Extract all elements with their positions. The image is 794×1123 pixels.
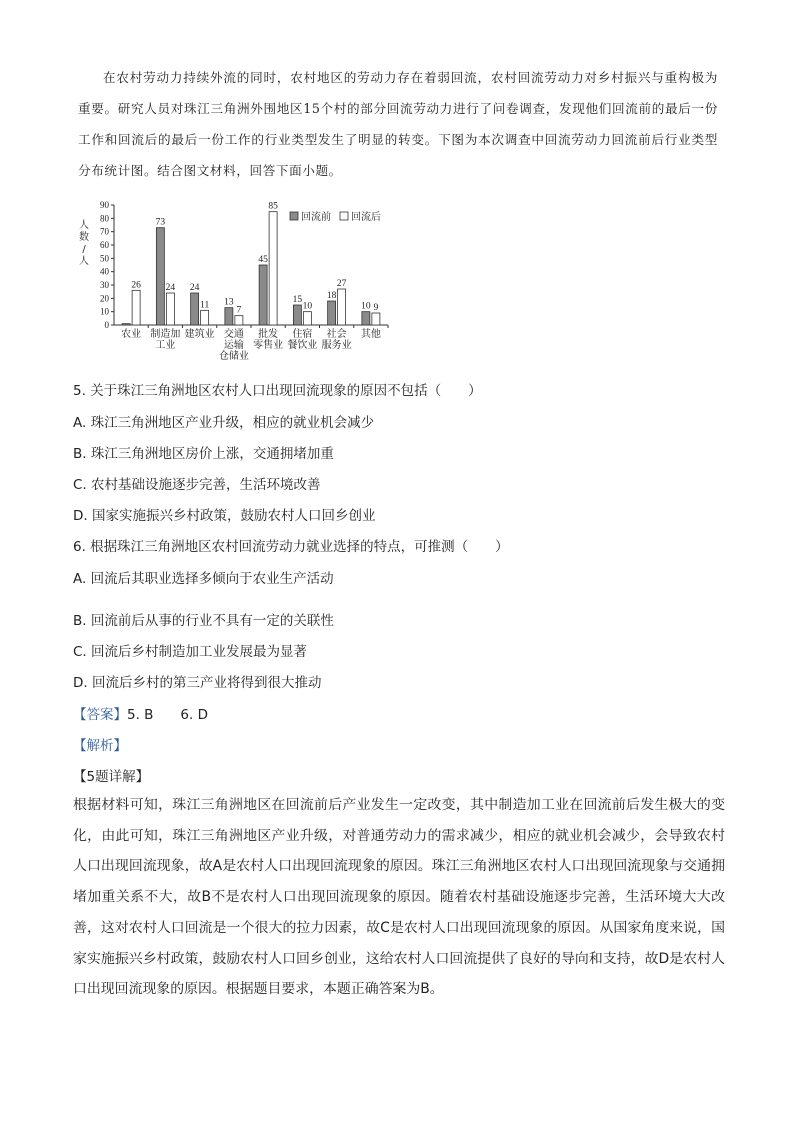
legend-label: 回流前 xyxy=(301,212,331,223)
y-axis-label-char: 数 xyxy=(79,232,89,243)
bar-before xyxy=(362,312,370,325)
x-category-label: 住宿 xyxy=(292,329,313,340)
bar-value-label: 10 xyxy=(302,301,313,312)
x-category-label: 建筑业 xyxy=(184,329,215,340)
q6-option-b: B. 回流前后从事的行业不具有一定的关联性 xyxy=(73,613,334,629)
y-tick-label: 0 xyxy=(104,320,109,330)
y-tick-label: 20 xyxy=(100,293,109,304)
q6-option-a: A. 回流后其职业选择多倾向于农业生产活动 xyxy=(73,571,334,587)
y-tick-label: 90 xyxy=(100,200,109,210)
y-tick-label: 80 xyxy=(100,213,109,224)
detail-paragraph xyxy=(73,790,725,1005)
bar-after xyxy=(303,312,311,325)
bar-value-label: 24 xyxy=(189,283,200,293)
bar-before xyxy=(156,228,164,325)
bar-before xyxy=(225,308,233,325)
bar-after xyxy=(132,290,140,325)
x-category-label: 批发 xyxy=(258,329,279,340)
y-axis-label-char: 人 xyxy=(79,220,89,231)
q5-option-d: D. 国家实施振兴乡村政策，鼓励农村人口回乡创业 xyxy=(73,508,376,524)
bar-before xyxy=(293,305,301,325)
x-category-label: 工业 xyxy=(155,340,176,351)
x-category-label: 运输 xyxy=(223,340,244,351)
y-axis-label-char: / xyxy=(82,244,86,255)
bar-value-label: 9 xyxy=(373,303,379,313)
q6-stem: 6. 根据珠江三角洲地区农村回流劳动力就业选择的特点，可推测（ ） xyxy=(73,539,509,555)
answer-line xyxy=(73,703,208,723)
bar-value-label: 13 xyxy=(224,297,234,308)
y-tick-label: 60 xyxy=(100,240,109,250)
analysis-tag: 【解析】 xyxy=(73,738,127,754)
q5-stem: 5. 关于珠江三角洲地区农村人口出现回流现象的原因不包括（ ） xyxy=(73,383,482,399)
bar-value-label: 85 xyxy=(268,201,278,212)
bar-value-label: 11 xyxy=(200,300,210,311)
legend-swatch-before xyxy=(290,212,298,220)
x-category-label: 仓储业 xyxy=(218,351,249,362)
bar-after xyxy=(166,293,174,325)
legend-swatch-after xyxy=(340,212,348,220)
q6-option-c: C. 回流后乡村制造加工业发展最为显著 xyxy=(73,644,308,660)
y-tick-label: 50 xyxy=(100,253,109,264)
bar-after xyxy=(338,289,346,325)
bar-value-label: 10 xyxy=(361,301,371,312)
bar-before xyxy=(122,324,130,325)
bar-value-label: 73 xyxy=(155,217,166,228)
x-category-label: 交通 xyxy=(223,329,244,340)
bar-value-label: 7 xyxy=(236,305,242,316)
x-category-label: 社会 xyxy=(326,329,347,340)
q5-option-b: B. 珠江三角洲地区房价上涨，交通拥堵加重 xyxy=(73,446,334,462)
x-category-label: 制造加 xyxy=(150,329,181,340)
x-category-label: 农业 xyxy=(121,329,142,340)
answer-value: 5. B 6. D xyxy=(127,707,208,723)
bar-value-label: 18 xyxy=(326,291,337,301)
bar-value-label: 45 xyxy=(258,255,268,265)
bar-before xyxy=(191,293,199,325)
x-category-label: 服务业 xyxy=(321,340,352,351)
bar-chart xyxy=(70,192,400,372)
y-axis-label-char: 人 xyxy=(79,256,89,267)
x-category-label: 其他 xyxy=(360,329,381,340)
detail-heading: 【5题详解】 xyxy=(73,769,150,785)
bar-value-label: 26 xyxy=(131,280,141,291)
detail-text: 根据材料可知，珠江三角洲地区在回流前后产业发生一定改变，其中制造加工业在回流前后发生极大的变化，由此可知，珠江三角洲地区产业升级，对普通劳动力的需求减少，相应的就业机会减少，会导致农村人口出现回流现象，故A是农村人口出现回流现象的原因。珠江三角洲地区农村人口出现回流现象与交通拥堵加重关系不大，故B不是农村人口出现回流现象的原因。随着农村基础设施逐步完善，生活环境大大改善，这对农村人口回流是一个很大的拉力因素，故C是农村人口出现回流现象的原因。从国家角度来说，国家实施振兴乡村政策，鼓励农村人口回乡创业，这给农村人口回流提供了良好的导向和支持，故D是农村人口出现回流现象的原因。根据题目要求，本题正确答案为B。 xyxy=(73,797,725,998)
legend-label: 回流后 xyxy=(351,212,381,223)
intro-paragraph: 在农村劳动力持续外流的同时，农村地区的劳动力存在着弱回流，农村回流劳动力对乡村振兴与重构极为重要。研究人员对珠江三角洲外围地区15个村的部分回流劳动力进行了问卷调查，发现他们回流前的最后一份工作和回流后的最后一份工作的行业类型发生了明显的转变。下图为本次调查中回流劳动力回流前后行业类型分布统计图。结合图文材料，回答下面小题。 xyxy=(78,70,718,178)
bar-value-label: 15 xyxy=(292,295,303,305)
bar-value-label: 24 xyxy=(165,283,176,293)
bar-value-label: 27 xyxy=(336,279,347,289)
bar-after xyxy=(269,212,277,325)
x-category-label: 餐饮业 xyxy=(287,340,318,351)
q6-option-d: D. 回流后乡村的第三产业将得到很大推动 xyxy=(73,675,322,691)
bar-before xyxy=(328,301,336,325)
y-tick-label: 10 xyxy=(100,306,109,317)
q5-option-a: A. 珠江三角洲地区产业升级，相应的就业机会减少 xyxy=(73,415,375,431)
bar-after xyxy=(235,316,243,325)
y-tick-label: 70 xyxy=(100,226,109,237)
bar-before xyxy=(259,265,267,325)
bar-after xyxy=(372,313,380,325)
y-tick-label: 40 xyxy=(100,266,109,277)
q5-option-c: C. 农村基础设施逐步完善，生活环境改善 xyxy=(73,477,321,493)
x-category-label: 零售业 xyxy=(253,340,284,351)
y-tick-label: 30 xyxy=(100,280,109,290)
bar-after xyxy=(201,310,209,325)
answer-tag: 【答案】 xyxy=(73,707,127,723)
